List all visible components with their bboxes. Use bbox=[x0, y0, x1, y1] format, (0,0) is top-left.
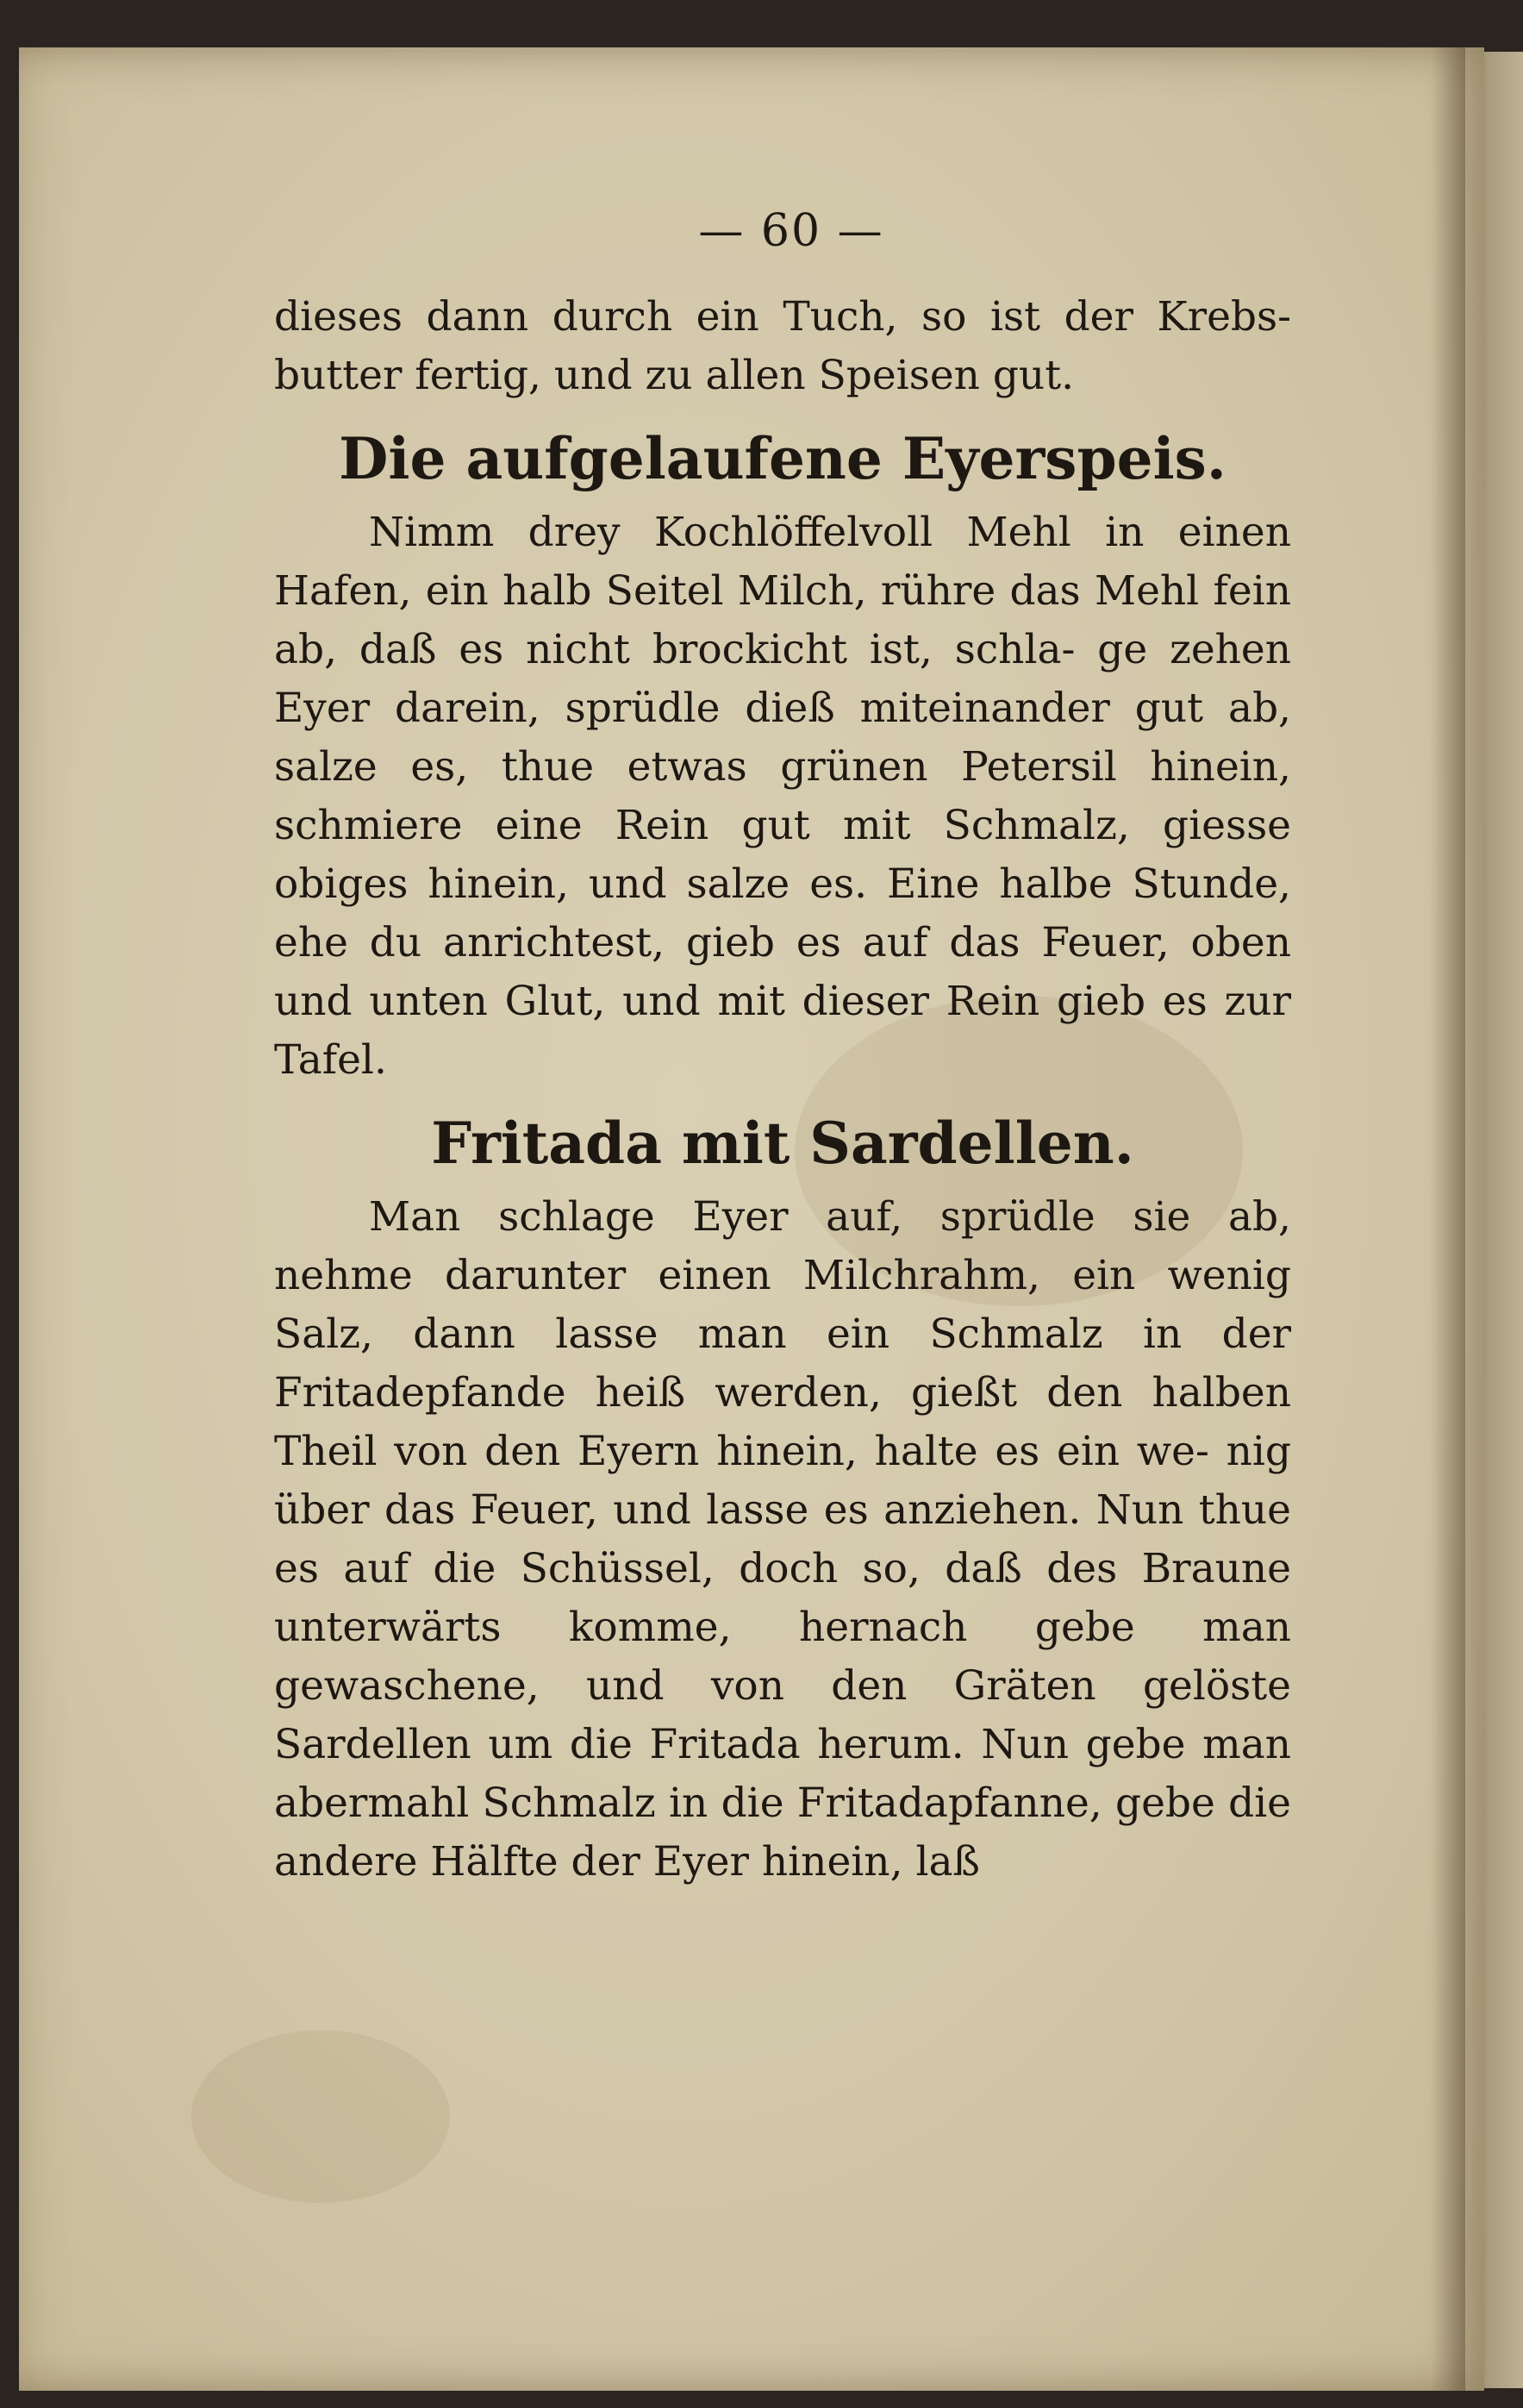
recipe-body-fritada: Man schlage Eyer auf, sprüdle sie ab, nehme darunter einen Milchrahm, ein wenig Salz, dann lasse man ein Schmalz in der Fritadepfande heiß werden, gießt den halben Theil von den Eyern hinein, halte es ein we- nig über das Feuer, und lasse es anziehen. Nun thue es auf die Schüssel, doch so, daß des Braune unterwärts komme, hernach gebe man gewaschene, und von den Gräten gelöste Sardellen um die Fritada herum. Nun gebe man abermahl Schmalz in die Fritadapfanne, gebe die andere Hälfte der Eyer hinein, laß bbox=[274, 1193, 1291, 1886]
recipe-heading-eyerspeis: Die aufgelaufene Eyerspeis. bbox=[339, 425, 1227, 492]
continuation-paragraph: dieses dann durch ein Tuch, so ist der Krebs- butter fertig, und zu allen Speisen gut. bbox=[274, 293, 1291, 399]
recipe-heading-fritada: Fritada mit Sardellen. bbox=[431, 1110, 1134, 1177]
spine-shadow bbox=[1431, 47, 1465, 2391]
page-number: — 60 — bbox=[698, 205, 884, 257]
paper-stain bbox=[191, 2030, 450, 2203]
recipe-body-eyerspeis: Nimm drey Kochlöffelvoll Mehl in einen Hafen, ein halb Seitel Milch, rühre das Mehl fein ab, daß es nicht brockicht ist, schla- ge zehen Eyer darein, sprüdle dieß miteinander gut ab, salze es, thue etwas grünen Petersil hinein, schmiere eine Rein gut mit Schmalz, giesse obiges hinein, und salze es. Eine halbe Stunde, ehe du anrichtest, gieb es auf das Feuer, oben und unten Glut, und mit dieser Rein gieb es zur Tafel. bbox=[274, 509, 1291, 1084]
page-text bbox=[274, 205, 1291, 1892]
